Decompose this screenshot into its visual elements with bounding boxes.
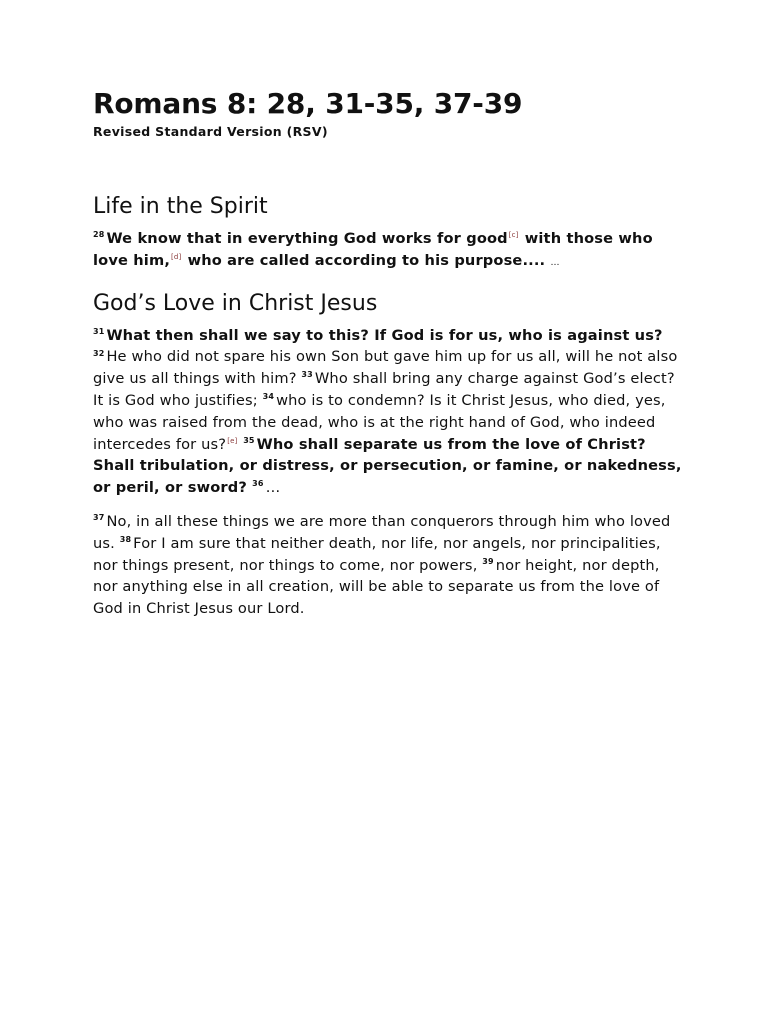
verse-text: No, in all these things we are more than conquerors through him who loved us. [93,512,671,552]
footnote-link-e[interactable]: [e] [227,436,238,445]
verse-text: with those who love him, [93,230,653,269]
verse-text: He who did not spare his own Son but gave him up for us all, will he not also give us all things with him? [93,348,678,388]
verse-text: nor height, nor depth, nor anything else in all creation, will be able to separate us from the love of God in Christ Jesus our Lord. [93,556,660,618]
ellipsis-marker: … [550,257,560,268]
verse-text: What then shall we say to this? If God is for us, who is against us? [106,326,663,344]
verse-text: who is to condemn? Is it Christ Jesus, who died, yes, who was raised from the dead, who is at the right hand of God, who indeed intercedes for us? [93,391,666,453]
version-subtitle: Revised Standard Version (RSV) [93,124,328,139]
footnote-link-c[interactable]: [c] [508,231,519,240]
verse-number: 35 [243,435,255,445]
section-heading-gods-love: God’s Love in Christ Jesus [93,290,378,316]
verse-text: We know that in everything God works for good [106,230,508,247]
verse-number: 33 [301,370,313,380]
verse-number: 32 [93,348,105,358]
verse-text: … [265,479,281,497]
verse-28-paragraph [93,228,683,275]
verse-number: 39 [482,556,494,566]
footnote-link-d[interactable]: [d] [171,252,182,261]
verses-31-36-paragraph [93,325,683,499]
page-title: Romans 8: 28, 31-35, 37-39 [93,87,523,120]
verses-37-39-paragraph [93,511,683,620]
document-page [93,84,683,632]
verse-number: 28 [93,230,105,240]
verse-number: 37 [93,513,105,523]
verse-text: who are called according to his purpose.... [182,251,551,269]
verse-text: Who shall separate us from the love of Christ? Shall tribulation, or distress, or persecution, or famine, or nakedness, or peril, or sword? [93,435,682,497]
verse-number: 36 [252,479,264,489]
verse-number: 31 [93,326,105,336]
verse-text: For I am sure that neither death, nor life, nor angels, nor principalities, nor things present, nor things to come, nor powers, [93,534,661,574]
verse-number: 34 [262,392,275,402]
verse-number: 38 [119,534,132,544]
verse-text: Who shall bring any charge against God’s elect? It is God who justifies; [93,370,675,409]
section-heading-life-in-the-spirit: Life in the Spirit [93,194,268,219]
